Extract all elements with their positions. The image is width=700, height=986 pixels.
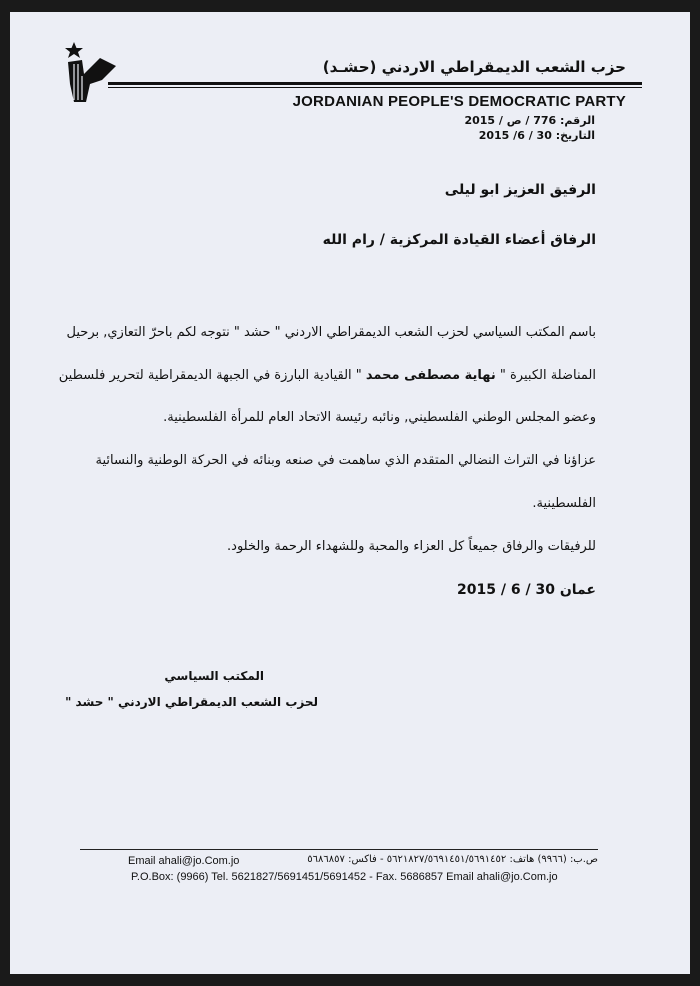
footer-english-contact: P.O.Box: (9966) Tel. 5621827/5691451/5691452 - Fax. 5686857 Email ahali@jo.Com.jo <box>131 871 558 883</box>
body-line-4: عزاؤنا في التراث النضالي المتقدم الذي ساهمت في صنعه وبنائه في الحركة الوطنية والنسائية <box>95 453 596 468</box>
deceased-name: نهاية مصطفى محمد <box>365 368 496 383</box>
letter-date: التاريخ: 30 / 6/ 2015 <box>478 129 595 142</box>
signature-line-1: المكتب السياسي <box>164 669 264 683</box>
body-line-1: باسم المكتب السياسي لحزب الشعب الديمقراطي الاردني " حشد " نتوجه لكم باحرّ التعازي, برحيل <box>66 325 596 340</box>
body-line-2 <box>59 368 596 383</box>
header-rule-thin <box>108 87 642 88</box>
party-logo-icon <box>60 40 120 106</box>
body-line-2-start: المناضلة الكبيرة " <box>495 368 596 383</box>
closing-date: عمان 30 / 6 / 2015 <box>457 582 596 598</box>
body-line-6: للرفيقات والرفاق جميعاً كل العزاء والمحبة وللشهداء الرحمة والخلود. <box>227 539 596 554</box>
footer-rule <box>80 849 598 850</box>
signature-line-2: لحزب الشعب الديمقراطي الاردني " حشد " <box>65 695 318 709</box>
footer-email: Email ahali@jo.Com.jo <box>128 855 240 867</box>
body-line-3: وعضو المجلس الوطني الفلسطيني, ونائبه رئيسة الاتحاد العام للمرأة الفلسطينية. <box>163 410 596 425</box>
letter-page <box>10 12 690 974</box>
salutation-line-1: الرفيق العزيز ابو ليلى <box>444 182 596 198</box>
reference-number: الرقم: 776 / ص / 2015 <box>464 114 595 127</box>
party-name-arabic: حزب الشعب الديمقراطي الاردني (حشـد) <box>322 58 626 76</box>
party-name-english: JORDANIAN PEOPLE'S DEMOCRATIC PARTY <box>292 93 626 110</box>
body-line-5: الفلسطينية. <box>532 496 596 511</box>
footer-arabic-contact: ص.ب: (٩٩٦٦) هاتف: ٥٦٢١٨٢٧/٥٦٩١٤٥١/٥٦٩١٤٥٢ - فاكس: ٥٦٨٦٨٥٧ <box>307 854 598 865</box>
body-line-2-end: " القيادية البارزة في الجبهة الديمقراطية لتحرير فلسطين <box>58 368 366 383</box>
salutation-line-2: الرفاق أعضاء القيادة المركزية / رام الله <box>322 232 596 248</box>
header-rule <box>108 82 642 85</box>
